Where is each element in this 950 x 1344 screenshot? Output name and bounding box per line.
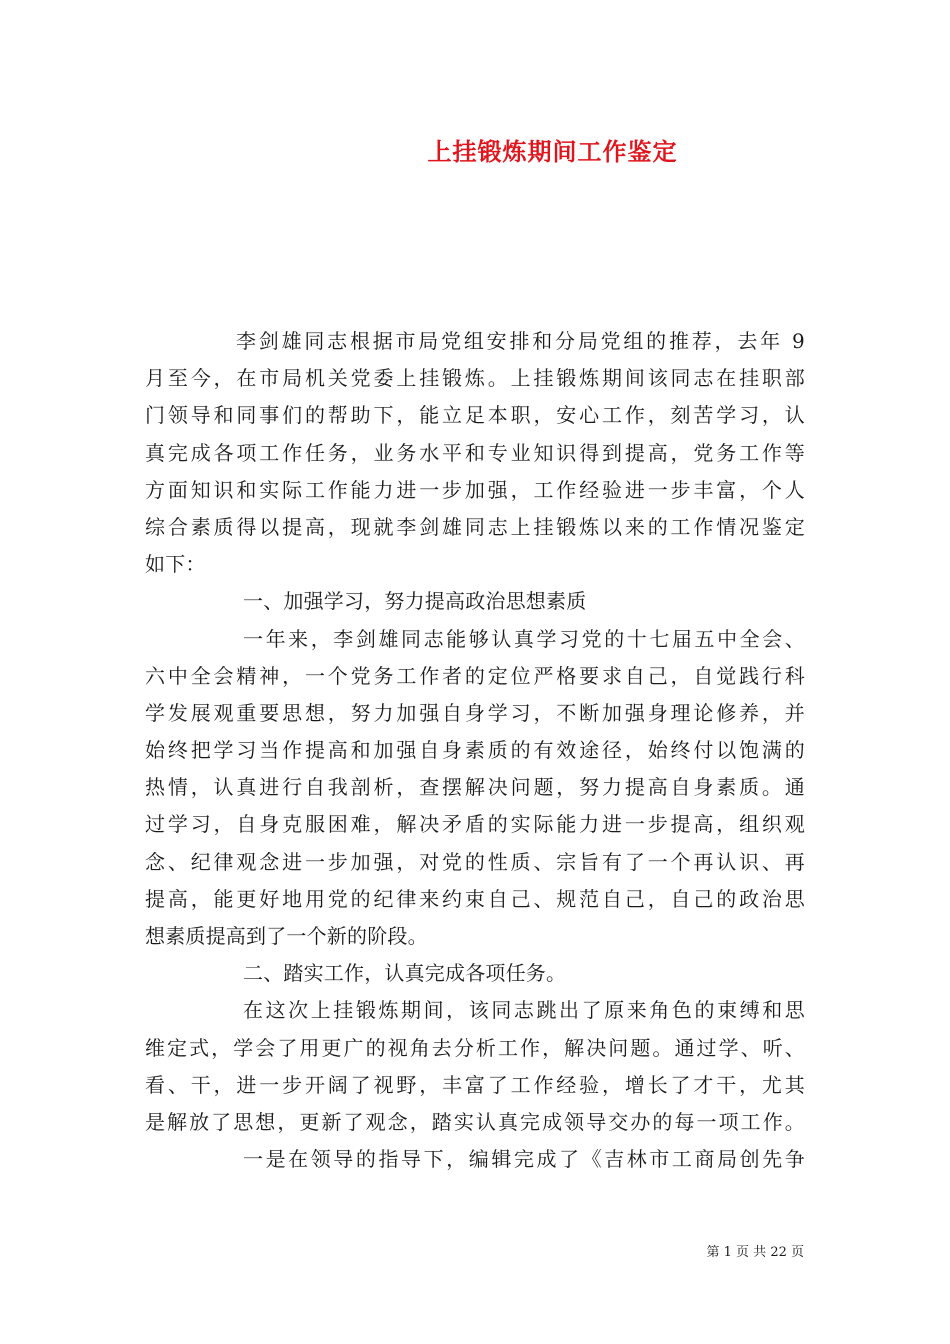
text-line: 念、纪律观念进一步加强，对党的性质、宗旨有了一个再认识、再 bbox=[145, 849, 805, 874]
text-line: 门领导和同事们的帮助下，能立足本职，安心工作，刻苦学习，认 bbox=[145, 403, 805, 428]
text-line: 热情，认真进行自我剖析，查摆解决问题，努力提高自身素质。通 bbox=[145, 775, 805, 800]
text-line: 李剑雄同志根据市局党组安排和分局党组的推荐，去年 9 bbox=[236, 329, 805, 353]
document-title: 上挂锻炼期间工作鉴定 bbox=[427, 137, 678, 166]
text-line: 一年来，李剑雄同志能够认真学习党的十七届五中全会、 bbox=[243, 626, 805, 651]
text-line: 提高，能更好地用党的纪律来约束自己、规范自己，自己的政治思 bbox=[145, 886, 805, 911]
text-line: 综合素质得以提高，现就李剑雄同志上挂锻炼以来的工作情况鉴定 bbox=[145, 514, 805, 539]
text-line: 学发展观重要思想，努力加强自身学习，不断加强身理论修养，并 bbox=[145, 700, 805, 725]
text-line: 一是在领导的指导下，编辑完成了《吉林市工商局创先争 bbox=[243, 1147, 805, 1172]
text-line: 过学习，自身克服困难，解决矛盾的实际能力进一步提高，组织观 bbox=[145, 812, 805, 837]
text-line: 真完成各项工作任务，业务水平和专业知识得到提高，党务工作等 bbox=[145, 440, 805, 465]
page-number: 第 1 页 共 22 页 bbox=[706, 1245, 804, 1260]
section-heading: 二、踏实工作，认真完成各项任务。 bbox=[243, 961, 567, 986]
text-line: 是解放了思想，更新了观念，踏实认真完成领导交办的每一项工作。 bbox=[145, 1109, 805, 1134]
text-line: 如下： bbox=[145, 552, 206, 577]
text-line: 看、干，进一步开阔了视野，丰富了工作经验，增长了才干，尤其 bbox=[145, 1072, 805, 1097]
text-line: 始终把学习当作提高和加强自身素质的有效途径，始终付以饱满的 bbox=[145, 738, 805, 763]
text-line: 维定式，学会了用更广的视角去分析工作，解决问题。通过学、听、 bbox=[145, 1035, 805, 1060]
text-line: 月至今，在市局机关党委上挂锻炼。上挂锻炼期间该同志在挂职部 bbox=[145, 366, 805, 391]
document-body bbox=[145, 323, 805, 1178]
text-line: 在这次上挂锻炼期间，该同志跳出了原来角色的束缚和思 bbox=[243, 998, 805, 1023]
text-line: 六中全会精神，一个党务工作者的定位严格要求自己，自觉践行科 bbox=[145, 663, 805, 688]
section-heading: 一、加强学习，努力提高政治思想素质 bbox=[243, 589, 587, 614]
text-line: 想素质提高到了一个新的阶段。 bbox=[145, 924, 428, 948]
text-line: 方面知识和实际工作能力进一步加强，工作经验进一步丰富，个人 bbox=[145, 477, 805, 502]
